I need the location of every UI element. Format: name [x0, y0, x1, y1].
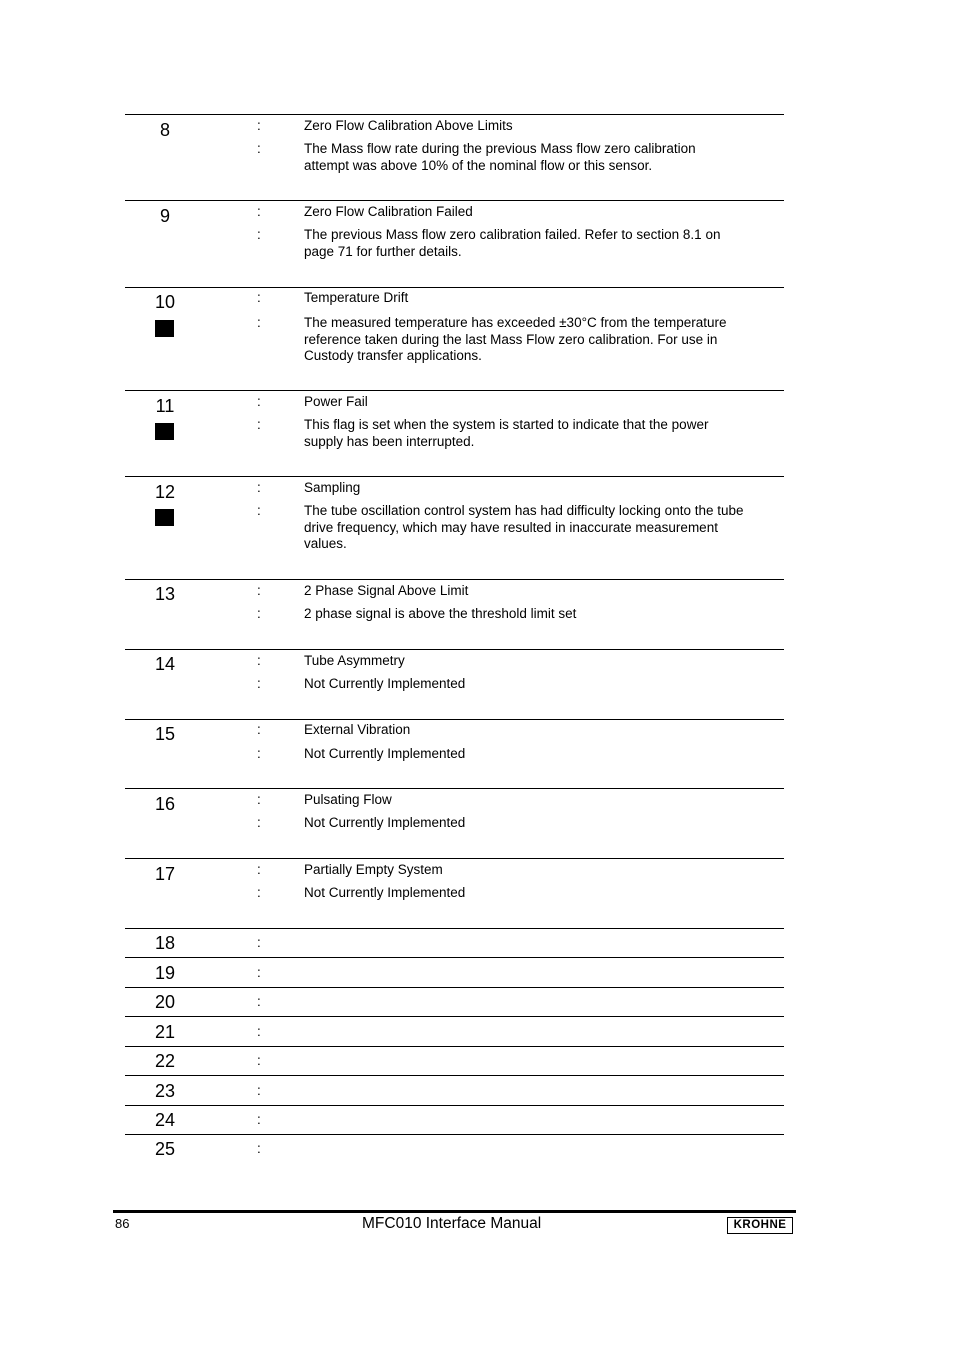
row-divider [125, 719, 784, 720]
separator-colon: : [257, 1053, 261, 1068]
row-divider [125, 1134, 784, 1135]
separator-colon: : [257, 1112, 261, 1127]
flag-title: External Vibration [304, 722, 411, 737]
manual-title: MFC010 Interface Manual [362, 1215, 542, 1232]
bit-number: 11 [155, 396, 175, 416]
flag-title: Partially Empty System [304, 862, 443, 877]
separator-colon: : [257, 746, 261, 761]
flag-description: The measured temperature has exceeded ±30°C from the temperature reference taken during the last Mass Flow zero calibration. For use in Custody transfer applications. [304, 315, 727, 363]
row-divider [125, 1016, 784, 1017]
custody-transfer-marker [155, 509, 174, 526]
separator-colon: : [257, 227, 261, 242]
separator-colon: : [257, 722, 261, 737]
bit-number: 21 [154, 1022, 176, 1042]
bit-number: 12 [154, 482, 176, 502]
row-divider [125, 579, 784, 580]
bit-number: 13 [154, 584, 176, 604]
row-divider [125, 1105, 784, 1106]
bit-number: 14 [154, 654, 176, 674]
separator-colon: : [257, 994, 261, 1009]
separator-colon: : [257, 1141, 261, 1156]
flag-description: Not Currently Implemented [304, 885, 466, 900]
bit-number: 15 [154, 724, 176, 744]
row-divider [125, 987, 784, 988]
flag-description: Not Currently Implemented [304, 815, 466, 830]
flag-description: The Mass flow rate during the previous Mass flow zero calibration attempt was above 10% of the nominal flow or this sensor. [304, 141, 696, 173]
flag-title: 2 Phase Signal Above Limit [304, 583, 469, 598]
krohne-logo: KROHNE [727, 1217, 793, 1234]
bit-number: 19 [154, 963, 176, 983]
separator-colon: : [257, 394, 261, 409]
separator-colon: : [257, 290, 261, 305]
flag-description: Not Currently Implemented [304, 676, 466, 691]
row-divider [125, 114, 784, 115]
bit-number: 23 [154, 1081, 176, 1101]
separator-colon: : [257, 792, 261, 807]
row-divider [125, 649, 784, 650]
separator-colon: : [257, 862, 261, 877]
separator-colon: : [257, 315, 261, 330]
bit-number: 20 [154, 992, 176, 1012]
row-divider [125, 928, 784, 929]
flag-description: 2 phase signal is above the threshold limit set [304, 606, 577, 621]
separator-colon: : [257, 965, 261, 980]
flag-description: Not Currently Implemented [304, 746, 466, 761]
flag-description: The previous Mass flow zero calibration failed. Refer to section 8.1 on page 71 for further details. [304, 227, 721, 259]
row-divider [125, 476, 784, 477]
bit-number: 22 [154, 1051, 176, 1071]
flag-title: Zero Flow Calibration Failed [304, 204, 473, 219]
separator-colon: : [257, 935, 261, 950]
separator-colon: : [257, 653, 261, 668]
flag-title: Tube Asymmetry [304, 653, 405, 668]
flag-title: Power Fail [304, 394, 368, 409]
separator-colon: : [257, 606, 261, 621]
bit-number: 24 [154, 1110, 176, 1130]
separator-colon: : [257, 417, 261, 432]
bit-number: 18 [154, 933, 176, 953]
page-number: 86 [115, 1216, 130, 1231]
separator-colon: : [257, 204, 261, 219]
bit-number: 8 [159, 120, 170, 140]
row-divider [125, 957, 784, 958]
separator-colon: : [257, 118, 261, 133]
row-divider [125, 200, 784, 201]
row-divider [125, 788, 784, 789]
bit-number: 10 [154, 292, 176, 312]
row-divider [125, 1075, 784, 1076]
separator-colon: : [257, 815, 261, 830]
flag-title: Zero Flow Calibration Above Limits [304, 118, 513, 133]
separator-colon: : [257, 885, 261, 900]
custody-transfer-marker [155, 423, 174, 440]
flag-title: Sampling [304, 480, 361, 495]
footer-rule [113, 1210, 796, 1213]
row-divider [125, 858, 784, 859]
bit-number: 9 [159, 206, 170, 226]
separator-colon: : [257, 583, 261, 598]
bit-number: 25 [154, 1139, 176, 1159]
custody-transfer-marker [155, 320, 174, 337]
flag-description: The tube oscillation control system has had difficulty locking onto the tube drive frequency, which may have resulted in inaccurate measurement values. [304, 503, 744, 551]
flag-title: Temperature Drift [304, 290, 409, 305]
separator-colon: : [257, 141, 261, 156]
flag-title: Pulsating Flow [304, 792, 392, 807]
separator-colon: : [257, 676, 261, 691]
flag-description: This flag is set when the system is started to indicate that the power supply has been interrupted. [304, 417, 709, 449]
row-divider [125, 390, 784, 391]
separator-colon: : [257, 503, 261, 518]
separator-colon: : [257, 480, 261, 495]
separator-colon: : [257, 1083, 261, 1098]
row-divider [125, 287, 784, 288]
row-divider [125, 1046, 784, 1047]
bit-number: 17 [154, 864, 176, 884]
separator-colon: : [257, 1024, 261, 1039]
bit-number: 16 [154, 794, 176, 814]
